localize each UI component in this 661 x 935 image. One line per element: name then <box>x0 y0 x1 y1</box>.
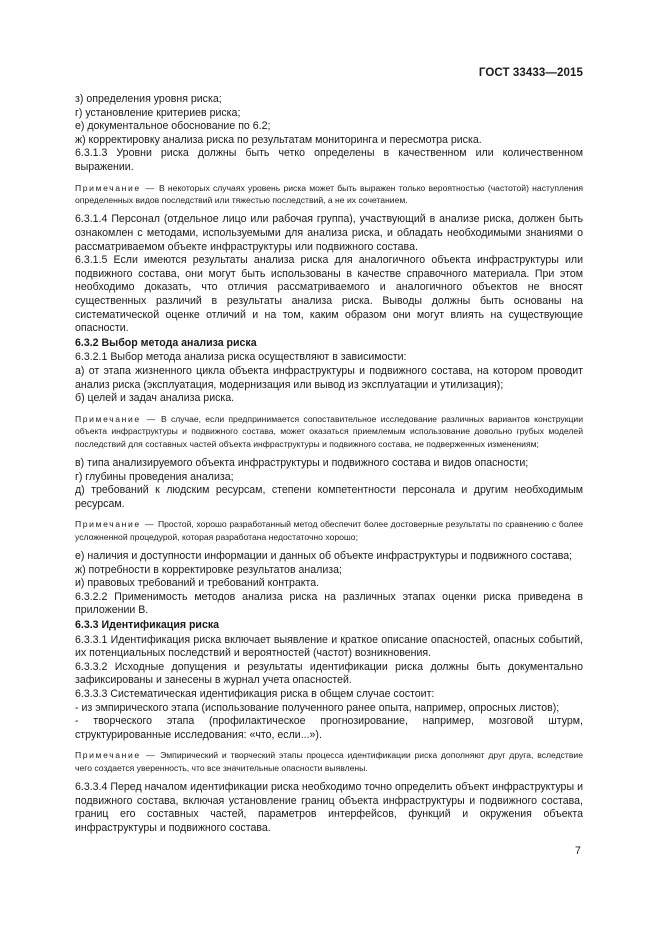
note <box>75 749 583 774</box>
list-item: г) установление критериев риска; <box>75 106 241 119</box>
note <box>75 182 583 207</box>
list-item: в) типа анализируемого объекта инфраструктуры и подвижного состава и видов опасности; <box>75 456 529 469</box>
list-item: ж) потребности в корректировке результатов анализа; <box>75 563 342 576</box>
paragraph: 6.3.3.1 Идентификация риска включает выявление и краткое описание опасностей, опасных событий, их потенциальных последствий и вероятностей (частот) возникновения. <box>75 633 583 660</box>
note-label: Примечание — <box>75 519 156 530</box>
document-header: ГОСТ 33433—2015 <box>478 67 583 79</box>
page-number: 7 <box>575 845 581 857</box>
note-label: Примечание — <box>75 413 157 424</box>
paragraph: 6.3.1.3 Уровни риска должны быть четко определены в качественном или количественном выражении. <box>75 147 583 173</box>
paragraph: 6.3.3.3 Систематическая идентификация риска в общем случае состоит: <box>75 688 435 701</box>
note-text: Простой, хорошо разработанный метод обеспечит более достоверные результаты по сравнению с более усложненной процедурой, которая разработана недостаточно хорошо; <box>75 519 583 542</box>
list-item: г) глубины проведения анализа; <box>75 470 234 483</box>
list-item: б) целей и задач анализа риска. <box>75 392 235 405</box>
note <box>75 518 583 543</box>
list-item: а) от этапа жизненного цикла объекта инфраструктуры и подвижного состава, на котором проводит анализ риска (эксплуатация, модернизация или вывод из эксплуатации и утилизация); <box>75 364 583 391</box>
section-heading: 6.3.3 Идентификация риска <box>75 619 220 632</box>
paragraph: 6.3.3.2 Исходные допущения и результаты идентификации риска должны быть документально зафиксированы и занесены в журнал учета опасностей. <box>75 660 583 687</box>
paragraph: 6.3.1.4 Персонал (отдельное лицо или рабочая группа), участвующий в анализе риска, должен быть ознакомлен с методами, используемыми для анализа риска, и обладать необходимыми знаниями о рассматриваемом объекте инфраструктуры или подвижного состава. <box>75 213 583 253</box>
note-text: В некоторых случаях уровень риска может быть выражен только вероятностью (частотой) наступления определенных видов последствий или тяжестью последствий, а не их сочетанием. <box>75 182 583 205</box>
note-label: Примечание — <box>75 750 157 761</box>
paragraph: 6.3.1.5 Если имеются результаты анализа риска для аналогичного объекта инфраструктуры или подвижного состава, они могут быть использованы в качестве справочного материала. При этом необходимо доказать, что отличия рассматриваемого и аналогичного объектов не вносят существенных различий в результаты анализа риска. Выводы должны быть основаны на систематической оценке отличий и на том, каким образом они могут влиять на существующие опасности. <box>75 254 583 335</box>
list-item: д) требований к людским ресурсам, степени компетентности персонала и другим необходимым ресурсам. <box>75 484 583 510</box>
list-item: - из эмпирического этапа (использование полученного ранее опыта, например, опросных листов); <box>75 701 560 714</box>
list-item: е) наличия и доступности информации и данных об объекте инфраструктуры и подвижного состава; <box>75 550 573 563</box>
note-text: Эмпирический и творческий этапы процесса идентификации риска дополняют друг друга, вследствие чего создается уверенность, что все значительные опасности выявлены. <box>75 750 583 773</box>
paragraph: 6.3.2.1 Выбор метода анализа риска осуществляют в зависимости: <box>75 351 407 364</box>
list-item: ж) корректировку анализа риска по результатам мониторинга и пересмотра риска. <box>75 133 482 146</box>
paragraph: 6.3.2.2 Применимость методов анализа риска на различных этапах оценки риска приведена в приложении В. <box>75 590 583 617</box>
list-item: е) документальное обоснование по 6.2; <box>75 120 271 133</box>
note <box>75 413 583 450</box>
document-body <box>75 93 583 836</box>
list-item: - творческого этапа (профилактическое прогнозирование, например, мозговой штурм, структурированные исследования: «что, если...»). <box>75 715 583 741</box>
list-item: з) определения уровня риска; <box>75 93 222 105</box>
section-heading: 6.3.2 Выбор метода анализа риска <box>75 336 257 349</box>
paragraph: 6.3.3.4 Перед началом идентификации риска необходимо точно определить объект инфраструктуры и подвижного состава, включая установление границ объекта инфраструктуры и подвижного состава, границ его составных частей, параметров интерфейсов, функций и окружения объекта инфраструктуры и подвижного состава. <box>75 781 583 834</box>
list-item: и) правовых требований и требований контракта. <box>75 577 320 590</box>
note-label: Примечание — <box>75 182 156 193</box>
note-text: В случае, если предпринимается сопоставительное исследование различных вариантов конструкции объекта инфраструктуры и подвижного состава, может оказаться приемлемым использование довольно грубых моделей последствий для составных частей объекта инфраструктуры и подвижного состава, не подверженных изменениям; <box>75 413 583 449</box>
